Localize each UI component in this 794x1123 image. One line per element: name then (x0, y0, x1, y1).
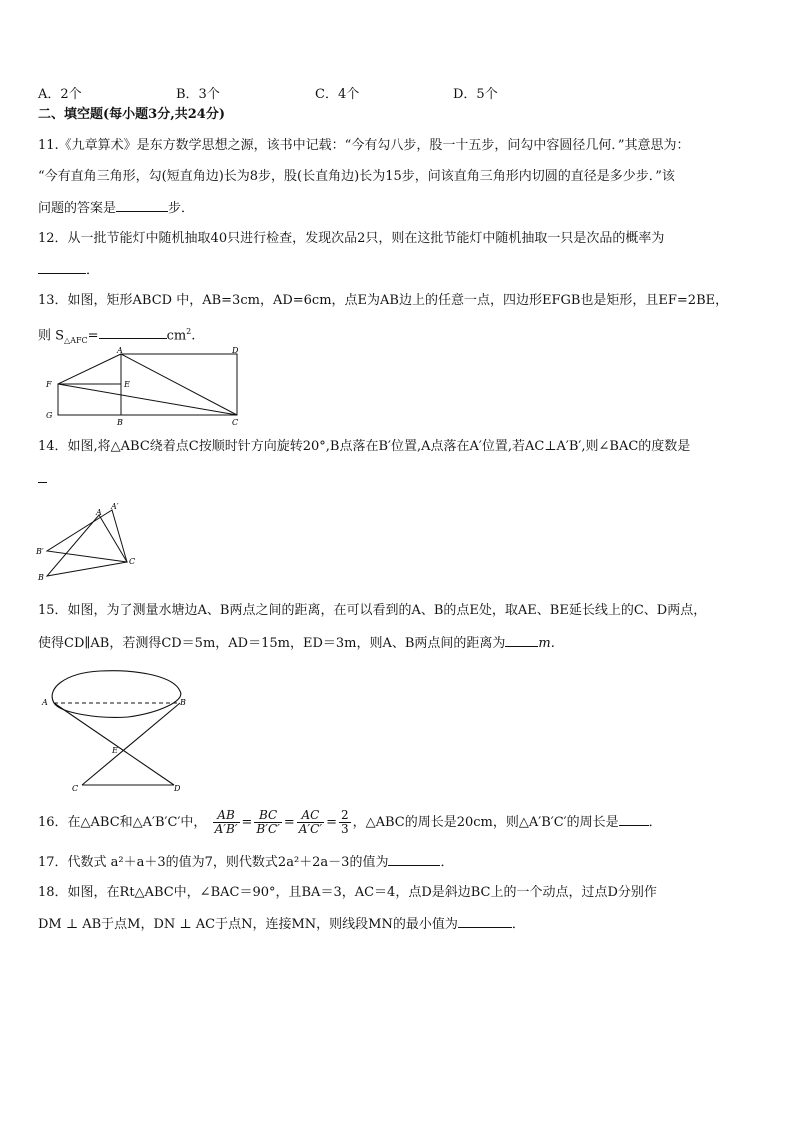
q11-line2: “今有直角三角形，勾(短直角边)长为8步，股(长直角边)长为15步，问该直角三角形内切圆的直径是多少步．”该 (38, 169, 675, 184)
fraction-bc (254, 809, 281, 836)
option-d: D．5个 (453, 87, 498, 102)
q15-line2 (38, 634, 555, 653)
q13-eq: = (87, 328, 99, 344)
label-c: C (232, 418, 239, 427)
q15-text: 使得CD∥AB，若测得CD＝5m，AD＝15m，ED＝3m，则A、B两点间的距离为 (38, 636, 506, 651)
fraction-den: 3 (340, 822, 349, 836)
option-b: B．3个 (176, 87, 220, 102)
fraction-ab (213, 809, 240, 836)
q16-line: 16．在△ABC和△A′B′C′中， $\frac{AB}{A'B'}$ = $\frac{BC}{B'C'}$ = $\frac{AC}{A'C'}$ = $\frac{2}{3}$ ，△ABC的周长是20cm，则△A′B′C′的周长是 ． (38, 808, 662, 836)
fraction-ac (297, 809, 324, 836)
q16-suffix: ，△ABC的周长是20cm，则△A′B′C′的周长是 (352, 815, 619, 830)
label-c: C (129, 557, 136, 566)
q13-end: . (191, 328, 196, 344)
segment-fa (58, 354, 121, 384)
section-title: 二、填空题(每小题3分,共24分) (38, 107, 225, 122)
q18-text: DM ⊥ AB于点M，DN ⊥ AC于点N，连接MN，则线段MN的最小值为 (38, 917, 458, 932)
answer-blank (99, 326, 167, 339)
fraction-den: A′B′ (214, 822, 238, 836)
label-b-prime: B′ (36, 547, 44, 556)
q12-line1: 12．从一批节能灯中随机抽取40只进行检查，发现次品2只，则在这批节能灯中随机抽取一只是次品的概率为 (38, 231, 665, 246)
label-a-prime: A′ (111, 502, 119, 511)
label-e: E (124, 380, 130, 389)
segment-ac (121, 354, 237, 415)
fraction-num: BC (254, 809, 281, 823)
q13-sup: 2 (186, 327, 192, 336)
fraction-den: A′C′ (298, 822, 323, 836)
label-d: D (174, 784, 181, 793)
label-g: G (46, 411, 53, 420)
fraction-num: 2 (340, 808, 349, 822)
label-b: B (180, 698, 186, 707)
q18-line2 (38, 915, 525, 934)
answer-blank (619, 813, 649, 826)
q13-prefix: 则 S (38, 328, 65, 344)
q18-line1: 18．如图，在Rt△ABC中，∠BAC＝90°，且BA＝3，AC＝4，点D是斜边BC上的一个动点，过点D分别作 (38, 885, 657, 900)
option-c: C．4个 (315, 87, 360, 102)
segment-fc (58, 384, 237, 415)
q11-end: 步． (168, 201, 195, 216)
label-d: D (232, 346, 239, 355)
label-b: B (38, 573, 44, 582)
q17-line (38, 853, 453, 872)
triangle-abc (47, 515, 127, 576)
q11-line1: 11.《九章算术》是东方数学思想之源，该书中记载：“今有勾八步，股一十五步，问勾中容圆径几何．”其意思为： (38, 138, 690, 153)
q15-end: m. (538, 636, 555, 651)
answer-blank (388, 853, 440, 866)
label-a: A (117, 346, 123, 355)
segment-ad (54, 703, 174, 785)
option-a: A．2个 (38, 87, 82, 102)
pond-outline (52, 671, 181, 718)
label-f: F (46, 380, 52, 389)
fraction-ratio (339, 809, 351, 836)
q16-end: ． (648, 815, 662, 830)
label-e: E (112, 746, 118, 755)
q16-prefix: 16．在△ABC和△A′B′C′中， (38, 815, 207, 830)
answer-blank (38, 261, 86, 274)
triangle-a1b1c (47, 510, 127, 562)
label-c: C (72, 784, 79, 793)
answer-blank (116, 199, 168, 212)
q13-unit: cm (166, 328, 187, 344)
q11-text: 问题的答案是 (38, 201, 117, 216)
rect-efgb (58, 384, 121, 415)
q17-end: ． (440, 855, 454, 870)
answer-blank (38, 470, 47, 483)
label-a: A (96, 508, 102, 517)
q12-end: ． (86, 263, 100, 278)
answer-blank (458, 915, 512, 928)
q13-sub: △AFC (64, 335, 88, 345)
fraction-num: AC (297, 809, 324, 823)
q17-text: 17．代数式 a²＋a＋3的值为7，则代数式2a²＋2a－3的值为 (38, 855, 389, 870)
q12-line2 (38, 261, 99, 280)
q11-line3 (38, 199, 194, 218)
fraction-den: B′C′ (256, 822, 280, 836)
q13-line1: 13．如图，矩形ABCD 中，AB=3cm，AD=6cm，点E为AB边上的任意一点，四边形EFGB也是矩形，且EF=2BE， (38, 293, 729, 308)
q15-figure (38, 665, 198, 795)
answer-blank (505, 634, 538, 647)
q15-line1: 15．如图，为了测量水塘边A、B两点之间的距离，在可以看到的A、B的点E处，取AE、BE延长线上的C、D两点， (38, 603, 707, 618)
q14-figure (32, 500, 142, 585)
q18-end: ． (511, 917, 525, 932)
fraction-num: AB (213, 809, 240, 823)
q14-line1: 14．如图,将△ABC绕着点C按顺时针方向旋转20°,B点落在B′位置,A点落在A′位置,若AC⊥A′B′,则∠BAC的度数是 (38, 439, 691, 454)
q14-line2 (38, 470, 47, 489)
segment-bc (82, 703, 180, 785)
q13-figure (40, 345, 250, 430)
label-b: B (117, 418, 123, 427)
label-a: A (42, 698, 48, 707)
